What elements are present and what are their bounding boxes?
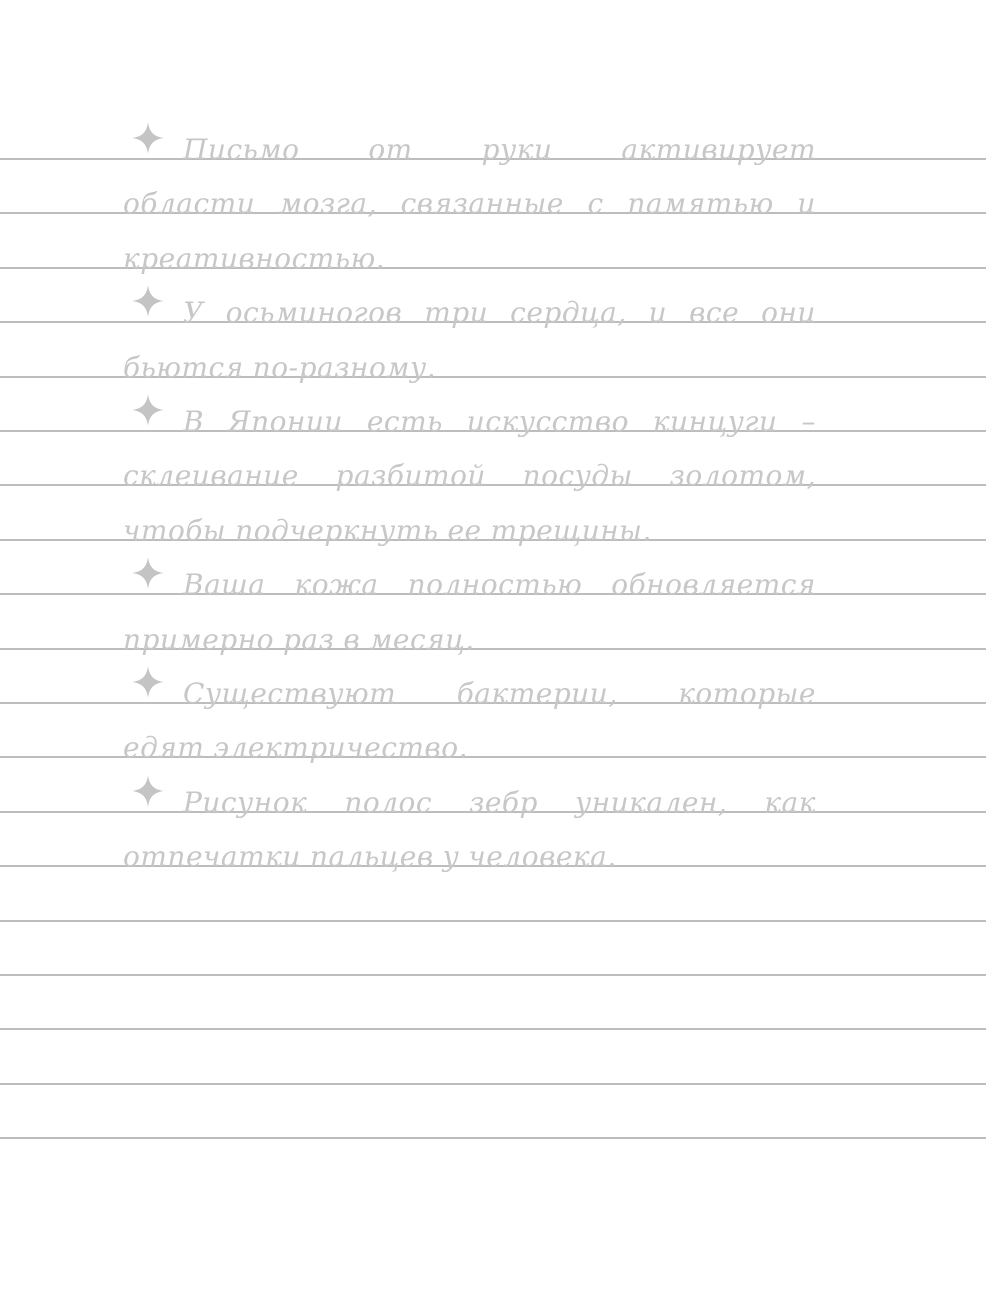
fact-line: бьются по-разному.	[123, 351, 437, 384]
ruled-line	[0, 1028, 986, 1030]
fact-line: У осьминогов три сердца, и все они	[183, 296, 816, 329]
ruled-line	[0, 920, 986, 922]
four-point-star-icon	[130, 555, 166, 591]
ruled-line	[0, 1137, 986, 1139]
fact-line: В Японии есть искусство кинцуги –	[183, 405, 816, 438]
fact-line: едят электричество.	[123, 731, 468, 764]
fact-line: Рисунок полос зебр уникален, как	[183, 786, 816, 819]
fact-line: креативностью.	[123, 242, 386, 275]
four-point-star-icon	[130, 664, 166, 700]
fact-line: области мозга, связанные с памятью и	[123, 187, 816, 220]
four-point-star-icon	[130, 120, 166, 156]
fact-line: отпечатки пальцев у человека.	[123, 840, 617, 873]
ruled-line	[0, 974, 986, 976]
four-point-star-icon	[130, 392, 166, 428]
fact-line: чтобы подчеркнуть ее трещины.	[123, 514, 652, 547]
fact-line: Ваша кожа полностью обновляется	[183, 568, 816, 601]
ruled-line	[0, 1083, 986, 1085]
four-point-star-icon	[130, 283, 166, 319]
fact-line: склеивание разбитой посуды золотом,	[123, 459, 816, 492]
fact-line: Письмо от руки активирует	[183, 133, 816, 166]
fact-line: примерно раз в месяц.	[123, 623, 475, 656]
four-point-star-icon	[130, 773, 166, 809]
fact-line: Существуют бактерии, которые	[183, 677, 816, 710]
